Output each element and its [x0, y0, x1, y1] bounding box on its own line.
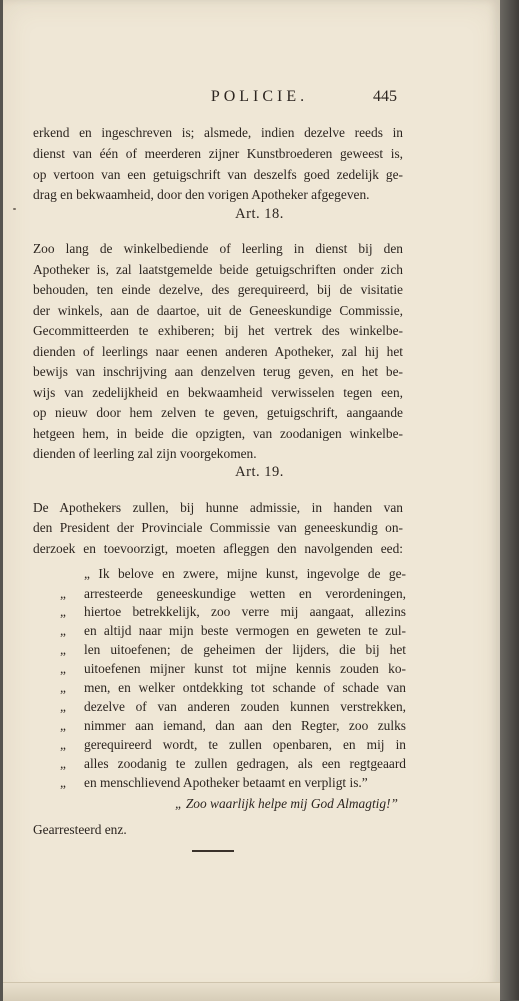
oath-line: alles zoodanig te zullen gedragen, als een regtgeaard — [84, 756, 406, 771]
article-heading: Art. 18. — [235, 206, 284, 222]
quote-mark: „ — [60, 680, 66, 695]
text-line: dienden of leerlings naar eenen anderen Apotheker, zal hij het — [33, 344, 403, 359]
quote-mark: „ — [60, 699, 66, 714]
text-line: dienden of leerling zal zijn voorgekomen. — [33, 446, 257, 461]
text-line: erkend en ingeschreven is; alsmede, indien dezelve reeds in — [33, 125, 403, 140]
oath-line: len uitoefenen; de geheimen der lijders, die bij het — [84, 642, 406, 657]
text-line: bewijs van inschrijving aan denzelven terug geven, en het be- — [33, 364, 403, 379]
quote-mark: „ — [60, 604, 66, 619]
text-line: hetgeen hem, in beide die opzigten, van zoodanigen winkelbe- — [33, 426, 403, 441]
page-number: 445 — [373, 88, 397, 105]
text-line: wijs van zedelijkheid en bekwaamheid verwisselen tegen een, — [33, 385, 403, 400]
quote-mark: „ — [60, 756, 66, 771]
text-line: op nieuw door hem zelven te geven, getuigschrift, aangaande — [33, 405, 403, 420]
oath-line: hiertoe betrekkelijk, zoo verre mij aangaat, allezins — [84, 604, 406, 619]
oath-line: „ Ik belove en zwere, mijne kunst, ingevolge de ge- — [84, 566, 406, 581]
oath-line: dezelve of van anderen zouden kunnen verstrekken, — [84, 699, 406, 714]
quote-mark: „ — [60, 775, 66, 790]
quote-mark: „ — [60, 586, 66, 601]
text-line: Apotheker is, zal laatstgemelde beide getuigschriften onder zich — [33, 262, 403, 277]
text-line: dienst van één of meerderen zijner Kunstbroederen geweest is, — [33, 146, 403, 161]
oath-closing-phrase: „ Zoo waarlijk helpe mij God Almagtig!” — [175, 796, 398, 811]
quote-mark: „ — [60, 737, 66, 752]
quote-mark: „ — [60, 623, 66, 638]
quote-mark: „ — [60, 661, 66, 676]
running-header-title: POLICIE. — [210, 88, 309, 105]
text-line: drag en bekwaamheid, door den vorigen Apotheker afgegeven. — [33, 187, 370, 202]
oath-line: gerequireerd wordt, te zullen openbaren, en mij in — [84, 737, 406, 752]
scan-edge-right — [500, 0, 519, 1000]
text-line: der winkels, aan de daartoe, uit de Geneeskundige Commissie, — [33, 303, 403, 318]
quote-mark: „ — [60, 642, 66, 657]
signoff-text: Gearresteerd enz. — [33, 822, 127, 837]
oath-line: uitoefenen mijner kunst tot mijne kennis zouden ko- — [84, 661, 406, 676]
text-line: derzoek en toevoorzigt, moeten afleggen den navolgenden eed: — [33, 541, 403, 556]
text-line: den President der Provinciale Commissie van geneeskundig on- — [33, 520, 403, 535]
end-rule — [192, 850, 234, 852]
article-heading: Art. 19. — [235, 464, 284, 480]
oath-line: men, en welker ontdekking tot schande of schade van — [84, 680, 406, 695]
text-line: op vertoon van een getuigschrift van deszelfs goed zedelijk ge- — [33, 167, 403, 182]
text-line: Gecommitteerden te exhiberen; bij het vertrek des winkelbe- — [33, 323, 403, 338]
text-line: behouden, ten einde dezelve, des gerequireerd, bij de visitatie — [33, 282, 403, 297]
text-line: De Apothekers zullen, bij hunne admissie, in handen van — [33, 500, 403, 515]
oath-line: arresteerde geneeskundige wetten en verordeningen, — [84, 586, 406, 601]
oath-line: en menschlievend Apotheker betaamt en verpligt is.” — [84, 775, 368, 790]
text-line: Zoo lang de winkelbediende of leerling in dienst bij den — [33, 241, 403, 256]
oath-line: nimmer aan iemand, dan aan den Regter, zoo zulks — [84, 718, 406, 733]
page-bottom-fold — [3, 982, 500, 1001]
oath-line: en altijd naar mijn beste vermogen en geweten te zul- — [84, 623, 406, 638]
quote-mark: „ — [60, 718, 66, 733]
